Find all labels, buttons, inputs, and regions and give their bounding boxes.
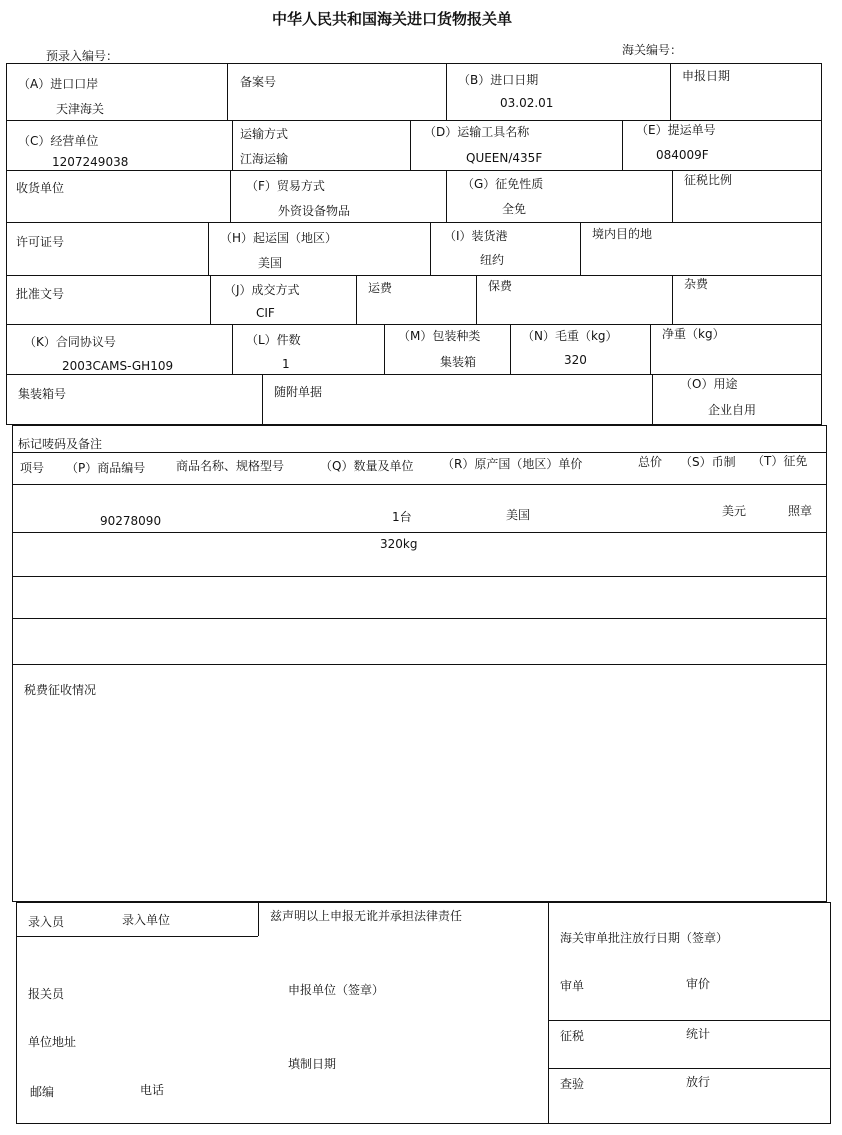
release-label: 放行 — [686, 1075, 711, 1089]
exemption-nature-label: （G）征免性质 — [462, 177, 544, 191]
contract-number-label: （K）合同协议号 — [24, 335, 116, 349]
operator-value: 1207249038 — [52, 155, 129, 169]
goods-weight-value: 320kg — [380, 537, 418, 551]
vehicle-name-value: QUEEN/435F — [466, 151, 543, 165]
goods-code-value: 90278090 — [100, 514, 162, 528]
insurance-label: 保费 — [488, 279, 513, 293]
tax-ratio-label: 征税比例 — [684, 173, 733, 187]
loading-port-label: （I）装货港 — [444, 229, 508, 243]
goods-currency-value: 美元 — [722, 504, 747, 518]
declare-unit-seal-label: 申报单位（签章） — [288, 983, 385, 997]
contract-number-value: 2003CAMS-GH109 — [62, 359, 174, 373]
goods-origin-value: 美国 — [506, 508, 531, 522]
approval-release-date-label: 海关审单批注放行日期（签章） — [560, 931, 729, 945]
attached-docs-label: 随附单据 — [274, 385, 323, 399]
customs-number-label: 海关编号： — [622, 43, 683, 57]
freight-label: 运费 — [368, 281, 393, 295]
declaration-statement: 兹声明以上申报无讹并承担法律责任 — [270, 909, 463, 923]
pieces-value: 1 — [282, 357, 290, 371]
usage-label: （O）用途 — [680, 377, 738, 391]
pieces-label: （L）件数 — [246, 333, 301, 347]
goods-header-quantity: （Q）数量及单位 — [320, 459, 414, 473]
declare-date-label: 申报日期 — [682, 69, 731, 83]
vehicle-name-label: （D）运输工具名称 — [424, 125, 530, 139]
pre-entry-number-label: 预录入编号： — [46, 49, 119, 63]
goods-levy-value: 照章 — [788, 504, 813, 518]
transport-mode-label: 运输方式 — [240, 127, 289, 141]
goods-header-origin-price: （R）原产国（地区）单价 — [442, 457, 583, 471]
goods-header-item: 项号 — [20, 461, 45, 475]
record-number-label: 备案号 — [240, 75, 277, 89]
import-port-label: （A）进口口岸 — [18, 77, 99, 91]
deal-mode-label: （J）成交方式 — [224, 283, 300, 297]
import-port-value: 天津海关 — [56, 102, 105, 116]
origin-country-value: 美国 — [258, 256, 283, 270]
price-review-label: 审价 — [686, 977, 711, 991]
goods-quantity-value: 1台 — [392, 510, 412, 524]
statistics-label: 统计 — [686, 1027, 711, 1041]
goods-header-total: 总价 — [638, 455, 663, 469]
loading-port-value: 纽约 — [480, 253, 505, 267]
consignee-label: 收货单位 — [16, 181, 65, 195]
license-number-label: 许可证号 — [16, 235, 65, 249]
gross-weight-label: （N）毛重（kg） — [522, 329, 618, 343]
bill-of-lading-label: （E）提运单号 — [636, 123, 716, 137]
origin-country-label: （H）起运国（地区） — [220, 231, 338, 245]
entry-unit-label: 录入单位 — [122, 913, 171, 927]
page-title: 中华人民共和国海关进口货物报关单 — [272, 10, 513, 28]
phone-label: 电话 — [140, 1083, 165, 1097]
entry-clerk-label: 录入员 — [28, 915, 65, 929]
goods-header-levy: （T）征免 — [752, 454, 808, 468]
unit-address-label: 单位地址 — [28, 1035, 77, 1049]
net-weight-label: 净重（kg） — [662, 327, 725, 341]
import-date-value: 03.02.01 — [500, 96, 554, 110]
approval-number-label: 批准文号 — [16, 287, 65, 301]
operator-label: （C）经营单位 — [18, 134, 99, 148]
domestic-destination-label: 境内目的地 — [592, 227, 653, 241]
marks-remarks-label: 标记唛码及备注 — [18, 437, 103, 451]
postcode-label: 邮编 — [30, 1085, 55, 1099]
bill-of-lading-value: 084009F — [656, 148, 709, 162]
misc-fee-label: 杂费 — [684, 277, 709, 291]
exemption-nature-value: 全免 — [502, 202, 527, 216]
tax-levy-label: 征税 — [560, 1029, 585, 1043]
transport-mode-value: 江海运输 — [240, 152, 289, 166]
goods-header-name: 商品名称、规格型号 — [176, 459, 285, 473]
deal-mode-value: CIF — [256, 306, 275, 320]
package-type-value: 集装箱 — [440, 355, 477, 369]
goods-header-code: （P）商品编号 — [66, 461, 146, 475]
gross-weight-value: 320 — [564, 353, 587, 367]
inspection-label: 查验 — [560, 1077, 585, 1091]
trade-mode-label: （F）贸易方式 — [246, 179, 325, 193]
package-type-label: （M）包装种类 — [398, 329, 481, 343]
goods-header-currency: （S）币制 — [680, 455, 736, 469]
usage-value: 企业自用 — [708, 403, 757, 417]
fill-date-label: 填制日期 — [288, 1057, 337, 1071]
container-number-label: 集装箱号 — [18, 387, 67, 401]
trade-mode-value: 外资设备物品 — [278, 204, 351, 218]
tax-collection-label: 税费征收情况 — [24, 683, 97, 697]
customs-broker-label: 报关员 — [28, 987, 65, 1001]
document-audit-label: 审单 — [560, 979, 585, 993]
import-date-label: （B）进口日期 — [458, 73, 539, 87]
